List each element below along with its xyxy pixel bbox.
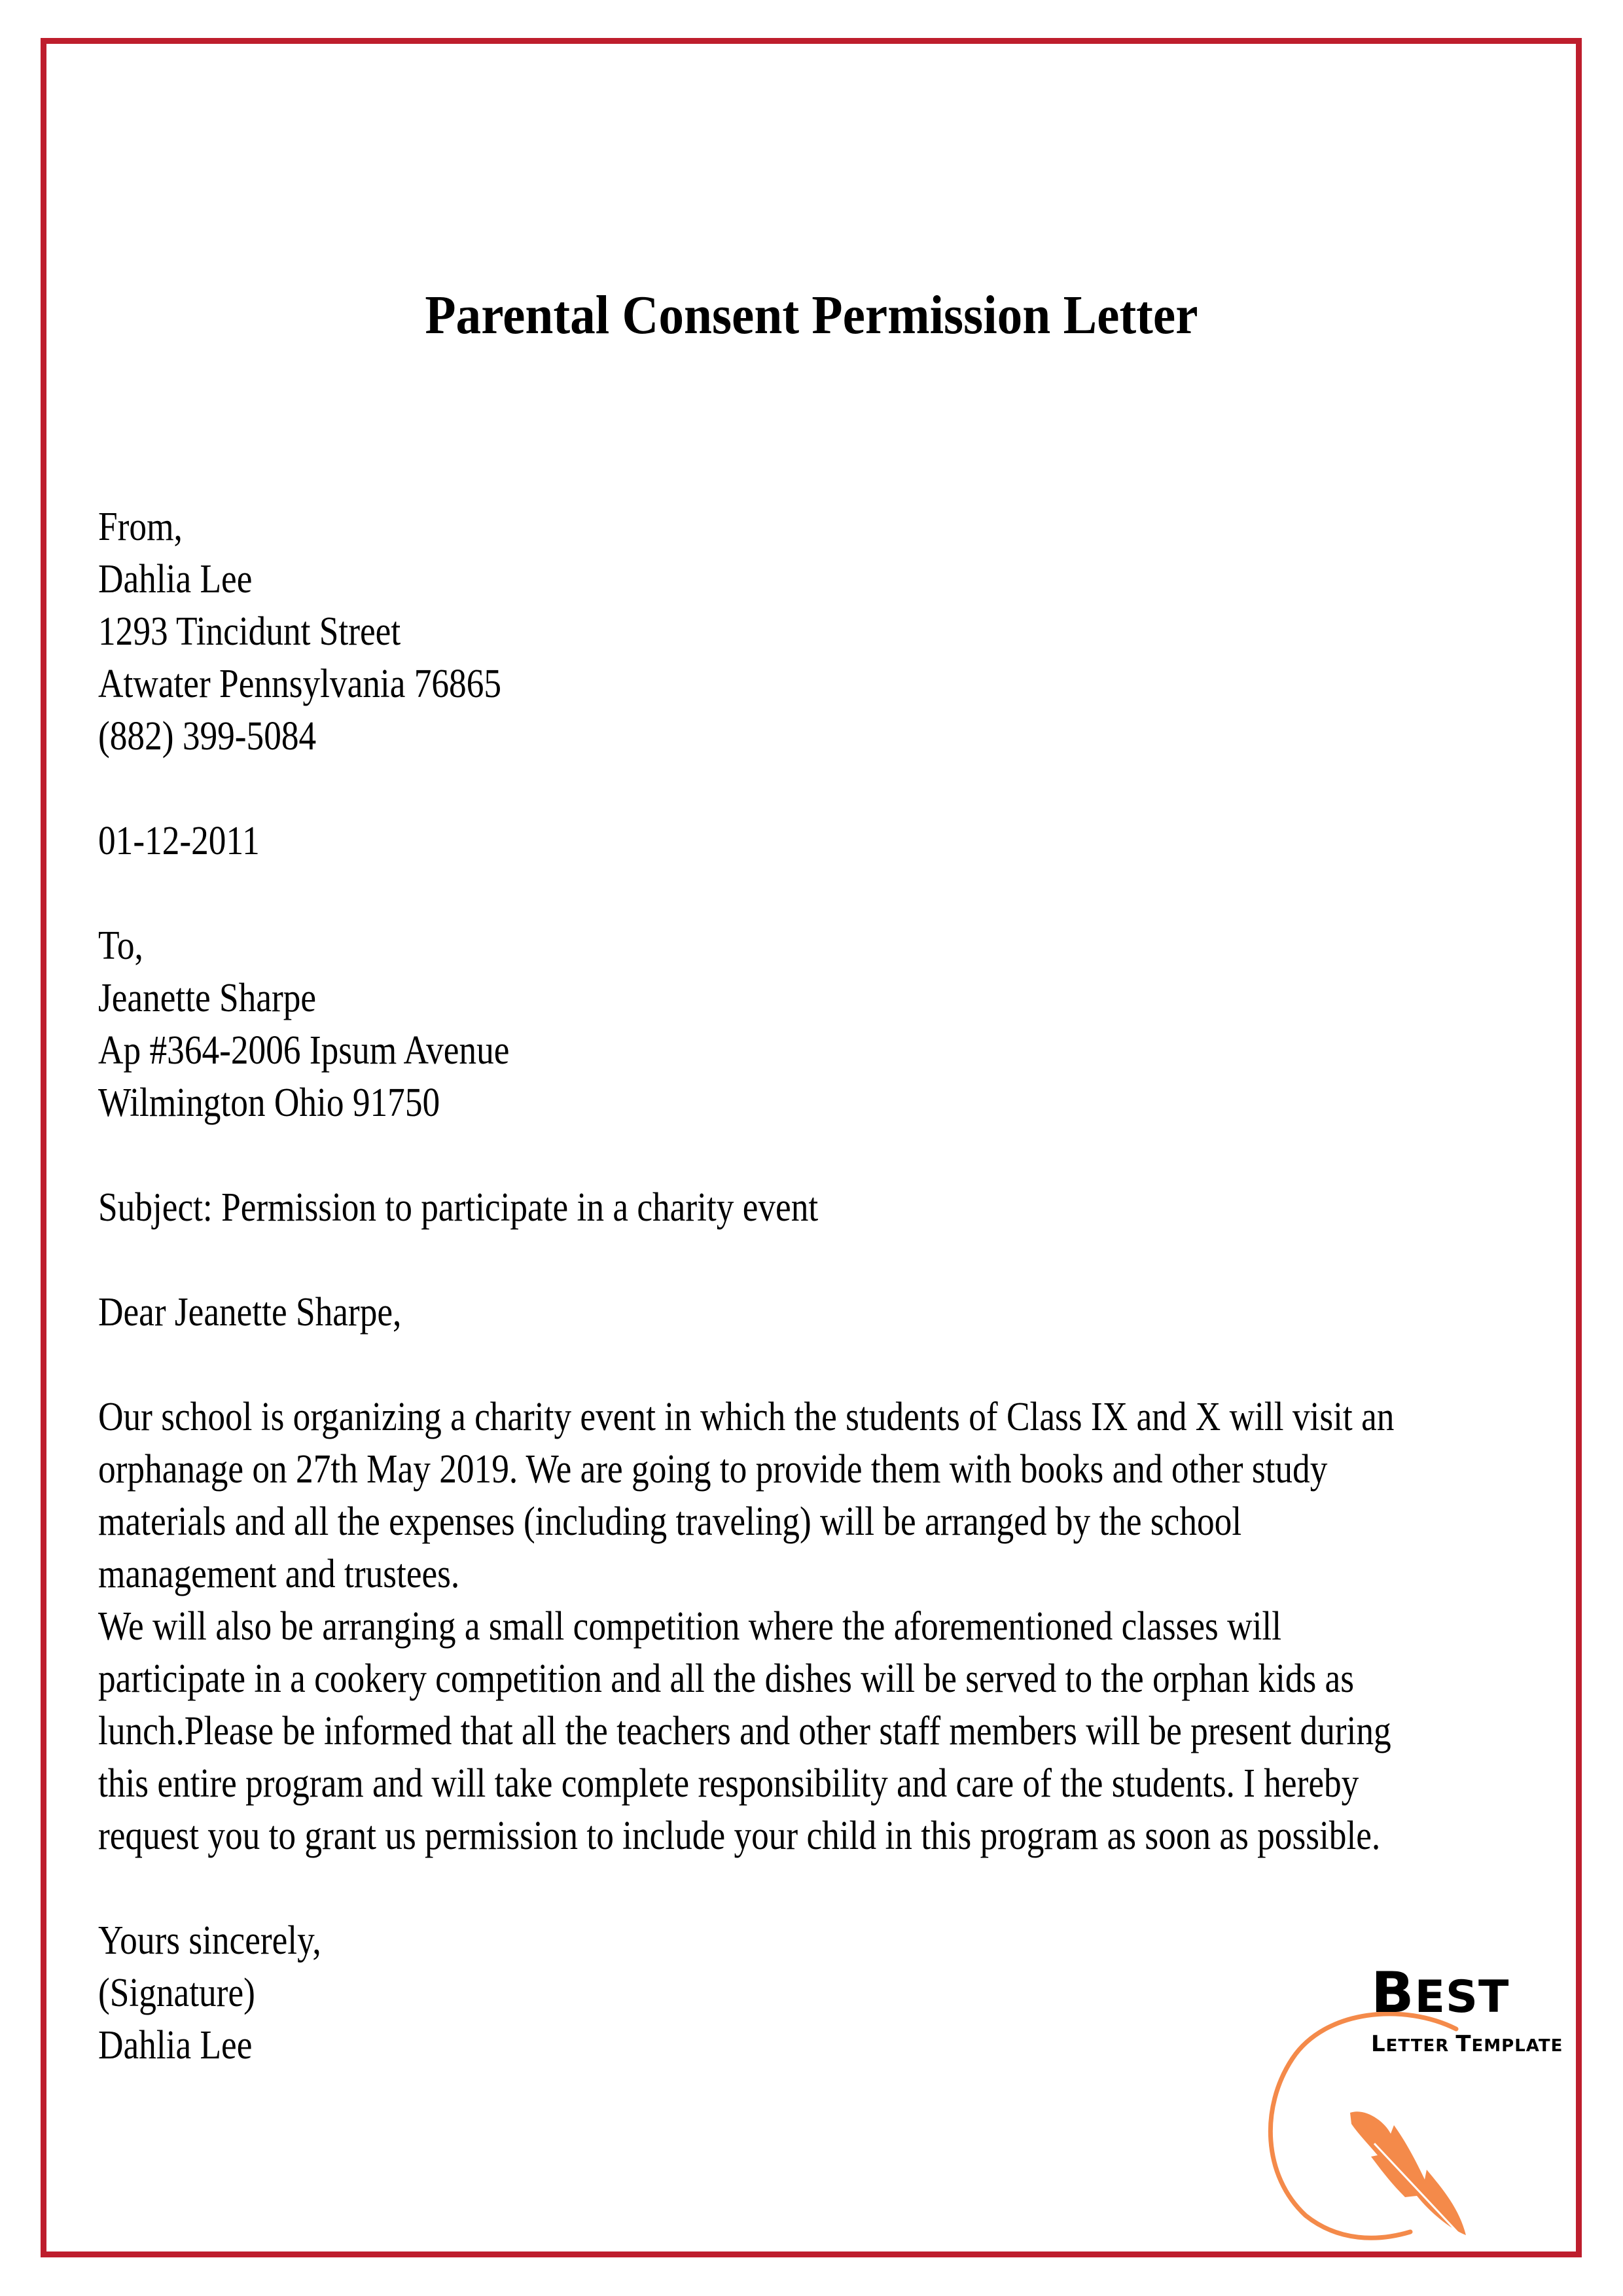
sender-street: 1293 Tincidunt Street [98, 609, 401, 654]
signer-name: Dahlia Lee [98, 2023, 253, 2068]
body-line: management and trustees. [98, 1552, 460, 1596]
body-line: We will also be arranging a small competition where the aforementioned classes will [98, 1604, 1282, 1649]
sender-name: Dahlia Lee [98, 557, 253, 601]
body-line: lunch.Please be informed that all the teachers and other staff members will be present during [98, 1709, 1391, 1753]
recipient-street: Ap #364-2006 Ipsum Avenue [98, 1028, 510, 1073]
letter-date: 01-12-2011 [98, 819, 260, 863]
body-line: request you to grant us permission to include your child in this program as soon as possible. [98, 1814, 1381, 1858]
body-line: Our school is organizing a charity event in which the students of Class IX and X will visit an [98, 1395, 1395, 1439]
subject-line: Subject: Permission to participate in a charity event [98, 1185, 819, 1230]
letter-title: Parental Consent Permission Letter [425, 285, 1198, 346]
sender-city: Atwater Pennsylvania 76865 [98, 662, 502, 706]
salutation: Dear Jeanette Sharpe, [98, 1290, 402, 1335]
recipient-city: Wilmington Ohio 91750 [98, 1081, 440, 1125]
body-line: orphanage on 27th May 2019. We are going to provide them with books and other study [98, 1447, 1328, 1492]
sender-phone: (882) 399-5084 [98, 714, 317, 759]
sign-off: Yours sincerely, [98, 1918, 321, 1963]
logo-letter-template-text: LETTER TEMPLATE [1371, 2031, 1563, 2057]
to-label: To, [98, 924, 143, 968]
body-line: participate in a cookery competition and all the dishes will be served to the orphan kids as [98, 1657, 1354, 1701]
logo-best-text: BEST [1371, 1960, 1510, 2026]
body-line: materials and all the expenses (including traveling) will be arranged by the school [98, 1499, 1242, 1544]
from-label: From, [98, 505, 183, 549]
recipient-name: Jeanette Sharpe [98, 976, 317, 1020]
body-line: this entire program and will take complete responsibility and care of the students. I hereby [98, 1761, 1359, 1806]
signature-placeholder: (Signature) [98, 1971, 255, 2015]
